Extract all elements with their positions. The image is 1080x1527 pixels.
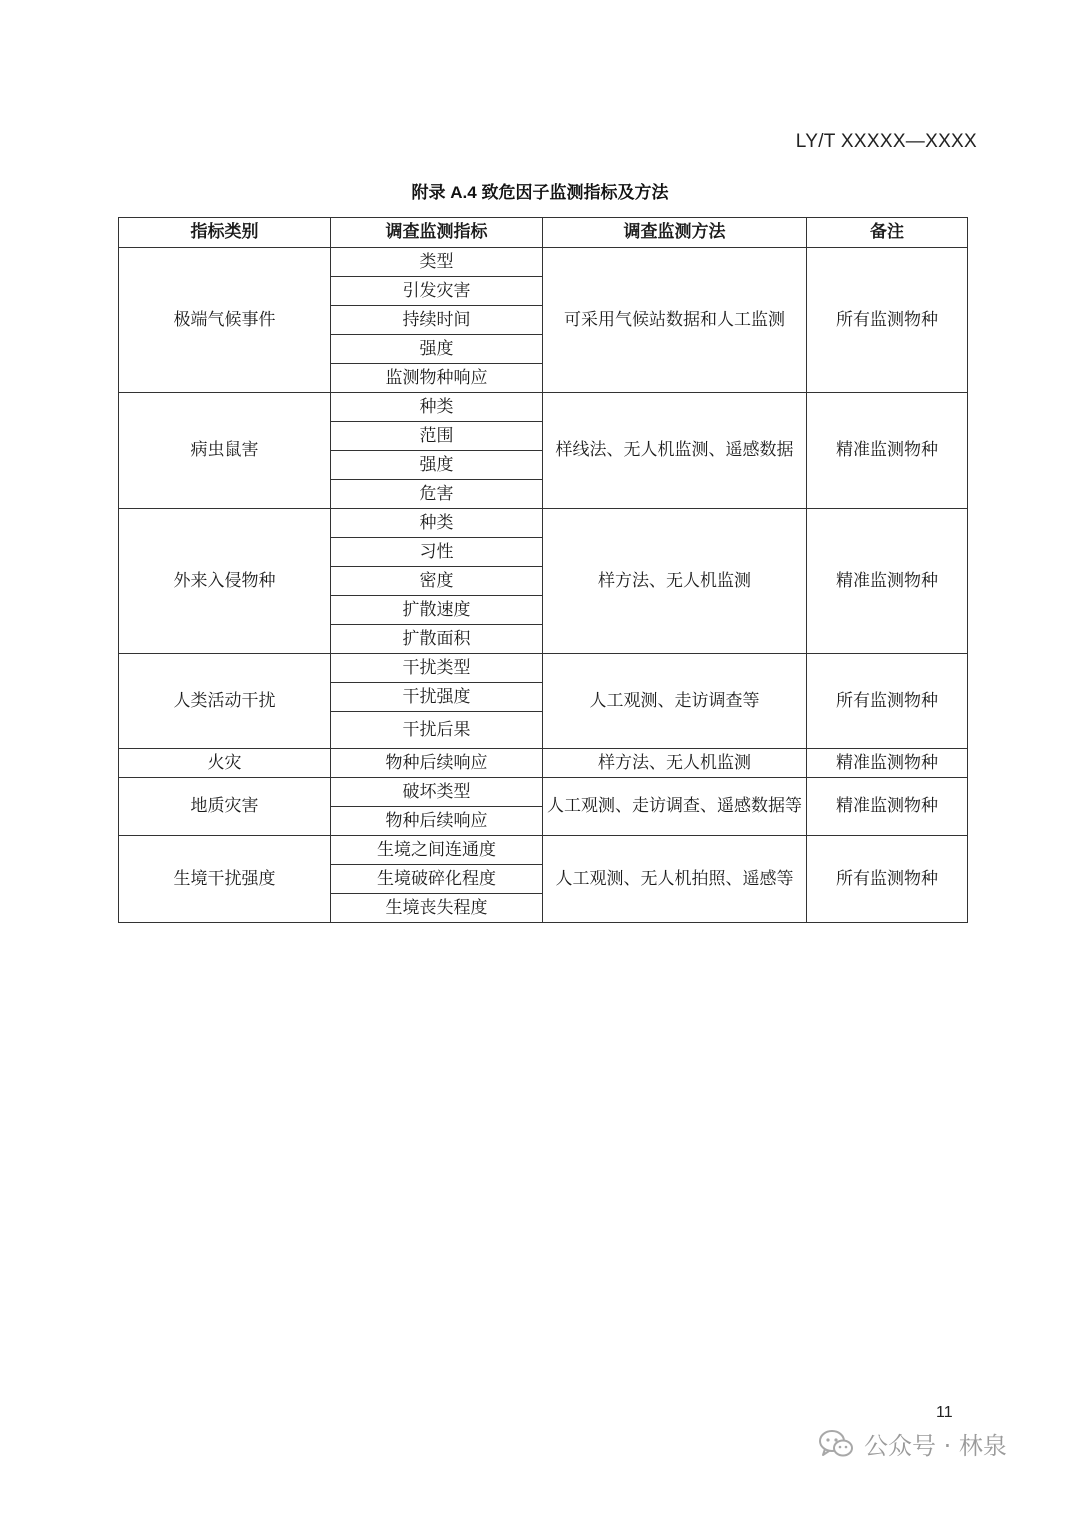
indicator-cell: 范围: [331, 422, 543, 451]
note-cell: 精准监测物种: [807, 749, 968, 778]
table-row: [119, 778, 968, 807]
watermark: [818, 1426, 1007, 1461]
method-cell: 样方法、无人机监测: [543, 509, 807, 654]
indicator-cell: 强度: [331, 451, 543, 480]
indicator-cell: 扩散面积: [331, 625, 543, 654]
monitoring-indicators-table: [118, 217, 968, 923]
indicator-cell: 监测物种响应: [331, 364, 543, 393]
column-header: 备注: [807, 218, 968, 248]
indicator-cell: 密度: [331, 567, 543, 596]
table-title: 附录 A.4 致危因子监测指标及方法: [411, 183, 669, 202]
note-cell: 所有监测物种: [807, 836, 968, 923]
note-cell: 所有监测物种: [807, 654, 968, 749]
document-code: LY/T XXXXX—XXXX: [795, 131, 977, 152]
indicator-cell: 危害: [331, 480, 543, 509]
indicator-cell: 生境丧失程度: [331, 894, 543, 923]
watermark-text: 公众号 · 林泉: [864, 1432, 1007, 1460]
indicator-cell: 物种后续响应: [331, 807, 543, 836]
method-cell: 人工观测、走访调查等: [543, 654, 807, 749]
column-header: 调查监测指标: [331, 218, 543, 248]
indicator-cell: 种类: [331, 393, 543, 422]
indicator-cell: 种类: [331, 509, 543, 538]
indicator-cell: 干扰类型: [331, 654, 543, 683]
method-cell: 可采用气候站数据和人工监测: [543, 248, 807, 393]
category-cell: 生境干扰强度: [119, 836, 331, 923]
indicator-cell: 扩散速度: [331, 596, 543, 625]
note-cell: 精准监测物种: [807, 509, 968, 654]
table-row: [119, 393, 968, 422]
table-row: [119, 654, 968, 683]
method-cell: 样线法、无人机监测、遥感数据: [543, 393, 807, 509]
category-cell: 病虫鼠害: [119, 393, 331, 509]
indicator-cell: 物种后续响应: [331, 749, 543, 778]
note-cell: 所有监测物种: [807, 248, 968, 393]
method-cell: 人工观测、无人机拍照、遥感等: [543, 836, 807, 923]
category-cell: 外来入侵物种: [119, 509, 331, 654]
indicator-cell: 引发灾害: [331, 277, 543, 306]
indicator-cell: 破坏类型: [331, 778, 543, 807]
indicator-cell: 类型: [331, 248, 543, 277]
column-header: 调查监测方法: [543, 218, 807, 248]
table-row: [119, 749, 968, 778]
indicator-cell: 习性: [331, 538, 543, 567]
indicator-cell: 生境破碎化程度: [331, 865, 543, 894]
method-cell: 人工观测、走访调查、遥感数据等: [543, 778, 807, 836]
note-cell: 精准监测物种: [807, 778, 968, 836]
indicator-cell: 生境之间连通度: [331, 836, 543, 865]
category-cell: 极端气候事件: [119, 248, 331, 393]
page-number: 11: [936, 1404, 953, 1421]
indicator-cell: 干扰强度: [331, 683, 543, 712]
indicator-cell: 干扰后果: [331, 712, 543, 749]
table-row: [119, 836, 968, 865]
column-header: 指标类别: [119, 218, 331, 248]
table-header-row: [119, 218, 968, 248]
category-cell: 地质灾害: [119, 778, 331, 836]
indicator-cell: 持续时间: [331, 306, 543, 335]
indicator-cell: 强度: [331, 335, 543, 364]
category-cell: 火灾: [119, 749, 331, 778]
table-row: [119, 509, 968, 538]
wechat-icon: [818, 1429, 854, 1459]
note-cell: 精准监测物种: [807, 393, 968, 509]
table-row: [119, 248, 968, 277]
category-cell: 人类活动干扰: [119, 654, 331, 749]
method-cell: 样方法、无人机监测: [543, 749, 807, 778]
